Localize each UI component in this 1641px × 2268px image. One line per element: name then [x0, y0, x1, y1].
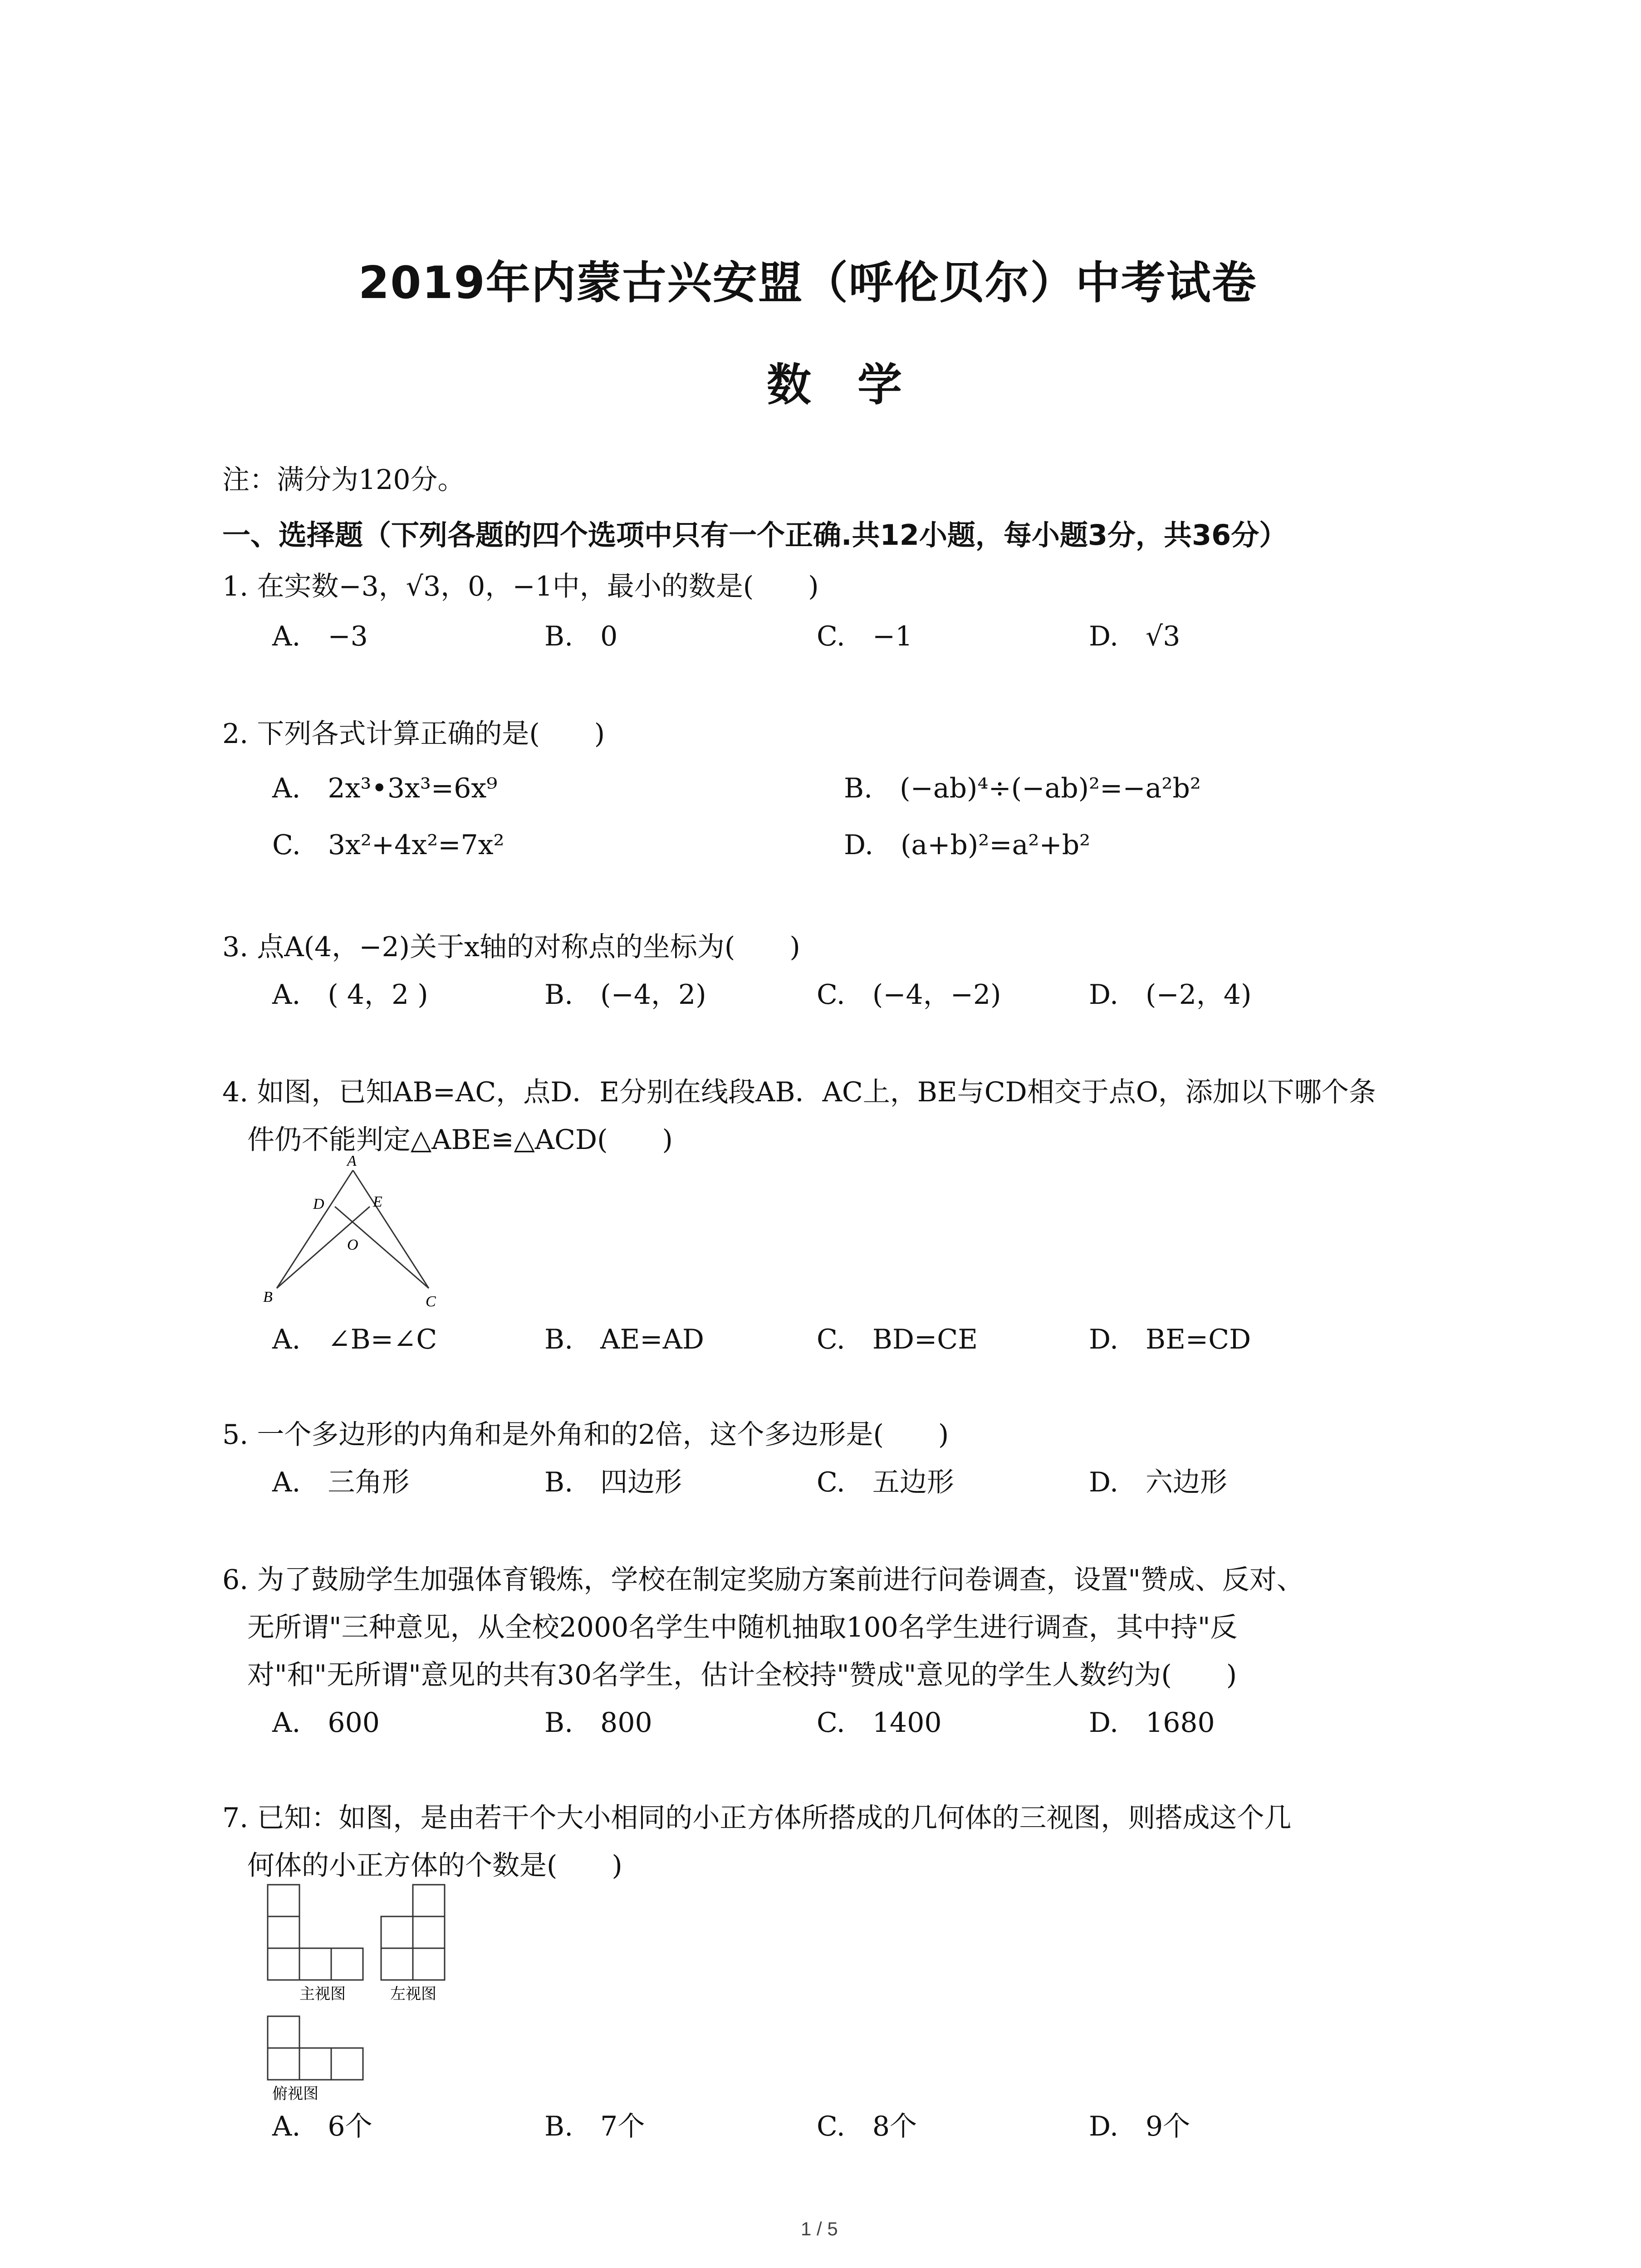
- question-4-stem-line2: 件仍不能判定△ABE≌△ACD( ): [247, 1124, 673, 1156]
- q3-option-c[interactable]: C. (−4，−2): [817, 979, 1001, 1011]
- subject-title: 数 学: [767, 359, 903, 411]
- q1-option-d[interactable]: D. √3: [1089, 621, 1181, 652]
- question-5-stem: 5. 一个多边形的内角和是外角和的2倍，这个多边形是( ): [222, 1419, 949, 1451]
- question-3-stem: 3. 点A(4，−2)关于x轴的对称点的坐标为( ): [222, 931, 800, 963]
- fig-label-d: D: [313, 1196, 324, 1212]
- q3-option-b[interactable]: B. (−4，2): [544, 979, 706, 1011]
- q2-option-b[interactable]: B. (−ab)⁴÷(−ab)²=−a²b²: [844, 772, 1201, 804]
- q4-option-b[interactable]: B. AE=AD: [544, 1324, 705, 1355]
- q7-option-d[interactable]: D. 9个: [1089, 2111, 1190, 2142]
- question-6-stem-line2: 无所谓"三种意见，从全校2000名学生中随机抽取100名学生进行调查，其中持"反: [247, 1612, 1238, 1643]
- question-4-stem-line1: 4. 如图，已知AB=AC，点D．E分别在线段AB．AC上，BE与CD相交于点O，添加以下哪个条: [222, 1076, 1376, 1108]
- fig-label-o: O: [347, 1237, 358, 1253]
- three-views-figure: [254, 1880, 508, 2107]
- q1-option-b[interactable]: B. 0: [544, 621, 618, 652]
- q4-option-c[interactable]: C. BD=CE: [817, 1324, 978, 1355]
- score-note: 注：满分为120分。: [222, 464, 465, 496]
- q7-option-c[interactable]: C. 8个: [817, 2111, 917, 2142]
- q6-option-c[interactable]: C. 1400: [817, 1707, 942, 1739]
- q3-option-a[interactable]: A. ( 4，2 ): [272, 979, 428, 1011]
- page-number: 1 / 5: [801, 2218, 838, 2239]
- q2-option-c[interactable]: C. 3x²+4x²=7x²: [272, 829, 505, 861]
- q3-option-d[interactable]: D. (−2，4): [1089, 979, 1252, 1011]
- triangle-figure: [254, 1152, 458, 1315]
- question-1-stem: 1. 在实数−3，√3，0，−1中，最小的数是( ): [222, 571, 819, 602]
- question-2-stem: 2. 下列各式计算正确的是( ): [222, 718, 605, 750]
- q6-option-b[interactable]: B. 800: [544, 1707, 652, 1739]
- section-heading: 一、选择题（下列各题的四个选项中只有一个正确.共12小题，每小题3分，共36分）: [222, 518, 1288, 552]
- q6-option-d[interactable]: D. 1680: [1089, 1707, 1215, 1739]
- q1-option-c[interactable]: C. −1: [817, 621, 913, 652]
- q7-option-a[interactable]: A. 6个: [272, 2111, 372, 2142]
- question-7-stem-line1: 7. 已知：如图，是由若干个大小相同的小正方体所搭成的几何体的三视图，则搭成这个几: [222, 1802, 1292, 1834]
- fig-label-a: A: [347, 1153, 357, 1169]
- question-6-stem-line1: 6. 为了鼓励学生加强体育锻炼，学校在制定奖励方案前进行问卷调查，设置"赞成、反对、: [222, 1564, 1304, 1596]
- exam-title: 2019年内蒙古兴安盟（呼伦贝尔）中考试卷: [358, 257, 1257, 309]
- q2-option-d[interactable]: D. (a+b)²=a²+b²: [844, 829, 1091, 861]
- q4-option-a[interactable]: A. ∠B=∠C: [272, 1324, 437, 1355]
- q2-option-a[interactable]: A. 2x³•3x³=6x⁹: [272, 772, 498, 804]
- q6-option-a[interactable]: A. 600: [272, 1707, 380, 1739]
- question-6-stem-line3: 对"和"无所谓"意见的共有30名学生，估计全校持"赞成"意见的学生人数约为( ): [247, 1659, 1237, 1691]
- q5-option-a[interactable]: A. 三角形: [272, 1466, 410, 1498]
- front-view-label: 主视图: [299, 1986, 346, 2003]
- fig-label-c: C: [426, 1293, 436, 1310]
- q5-option-d[interactable]: D. 六边形: [1089, 1466, 1228, 1498]
- fig-label-e: E: [373, 1193, 382, 1210]
- q4-option-d[interactable]: D. BE=CD: [1089, 1324, 1251, 1355]
- q5-option-b[interactable]: B. 四边形: [544, 1466, 682, 1498]
- q1-option-a[interactable]: A. −3: [272, 621, 368, 652]
- question-7-stem-line2: 何体的小正方体的个数是( ): [247, 1850, 622, 1882]
- q7-option-b[interactable]: B. 7个: [544, 2111, 645, 2142]
- top-view-label: 俯视图: [272, 2086, 318, 2102]
- q5-option-c[interactable]: C. 五边形: [817, 1466, 954, 1498]
- left-view-label: 左视图: [390, 1986, 436, 2003]
- fig-label-b: B: [263, 1289, 273, 1305]
